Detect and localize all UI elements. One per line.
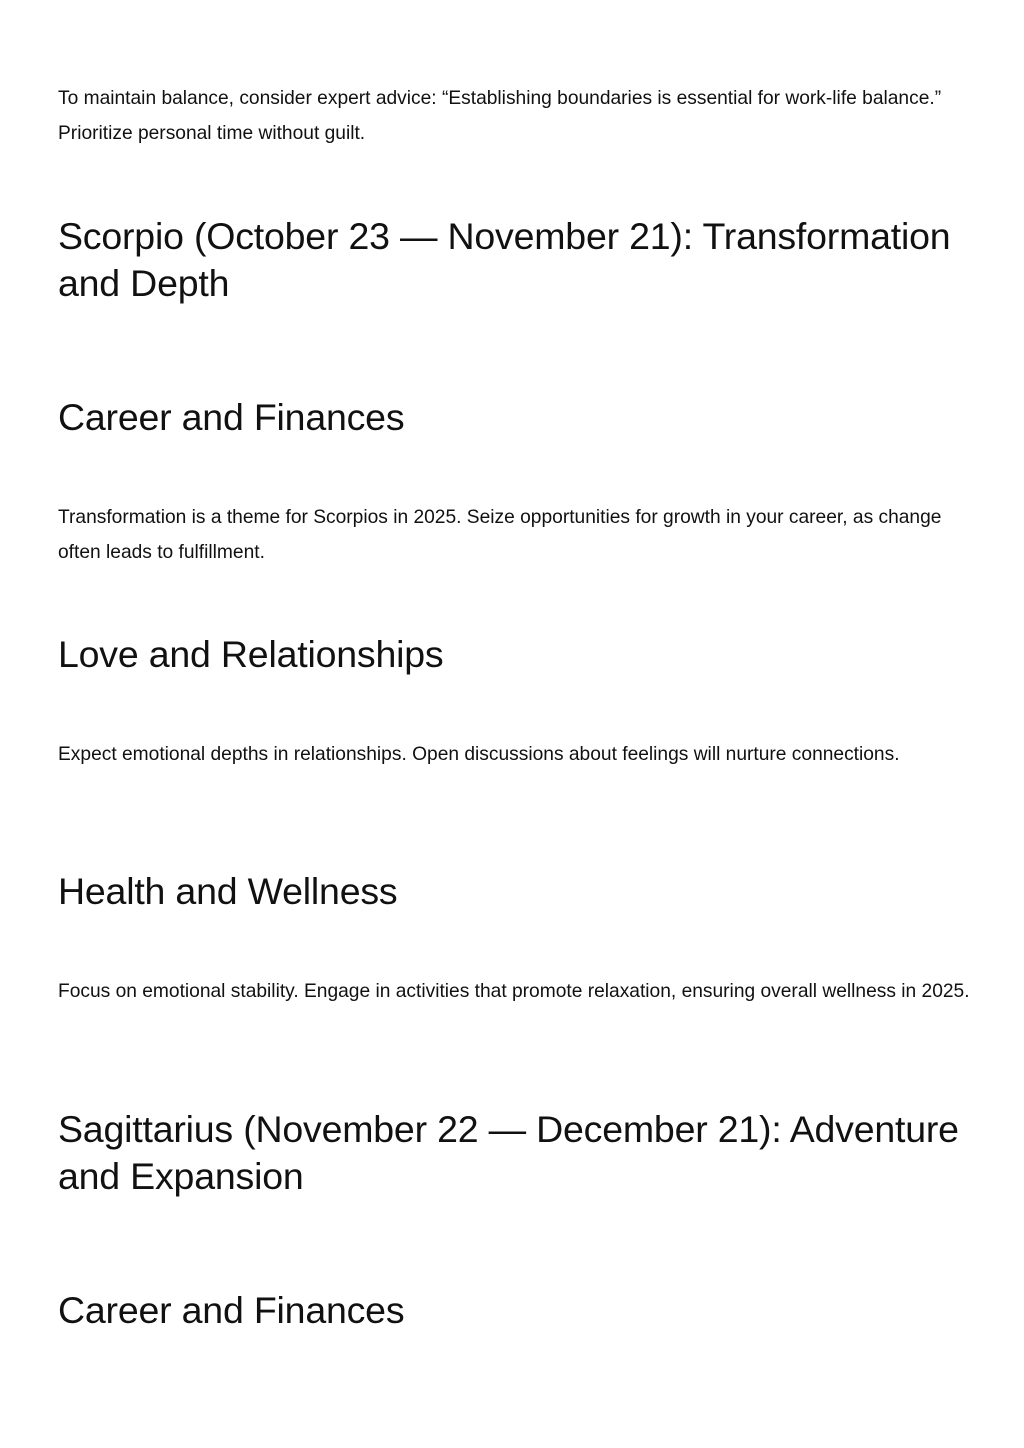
sagittarius-career-heading: Career and Finances: [58, 1289, 405, 1331]
scorpio-love-heading: Love and Relationships: [58, 633, 444, 675]
scorpio-health-text: Focus on emotional stability. Engage in activities that promote relaxation, ensuring overall wellness in 2025.: [58, 981, 970, 1002]
scorpio-career-heading: Career and Finances: [58, 396, 405, 438]
sagittarius-heading: Sagittarius (November 22 — December 21): Adventure and Expansion: [58, 1108, 959, 1197]
scorpio-love-text: Expect emotional depths in relationships. Open discussions about feelings will nurture connections.: [58, 744, 900, 765]
intro-paragraph: To maintain balance, consider expert advice: “Establishing boundaries is essential for work-life balance.” Prioritize personal time without guilt.: [58, 88, 942, 144]
scorpio-heading: Scorpio (October 23 — November 21): Transformation and Depth: [58, 215, 951, 304]
scorpio-career-text: Transformation is a theme for Scorpios in 2025. Seize opportunities for growth in your career, as change often leads to fulfillment.: [58, 507, 942, 563]
scorpio-health-heading: Health and Wellness: [58, 870, 398, 912]
